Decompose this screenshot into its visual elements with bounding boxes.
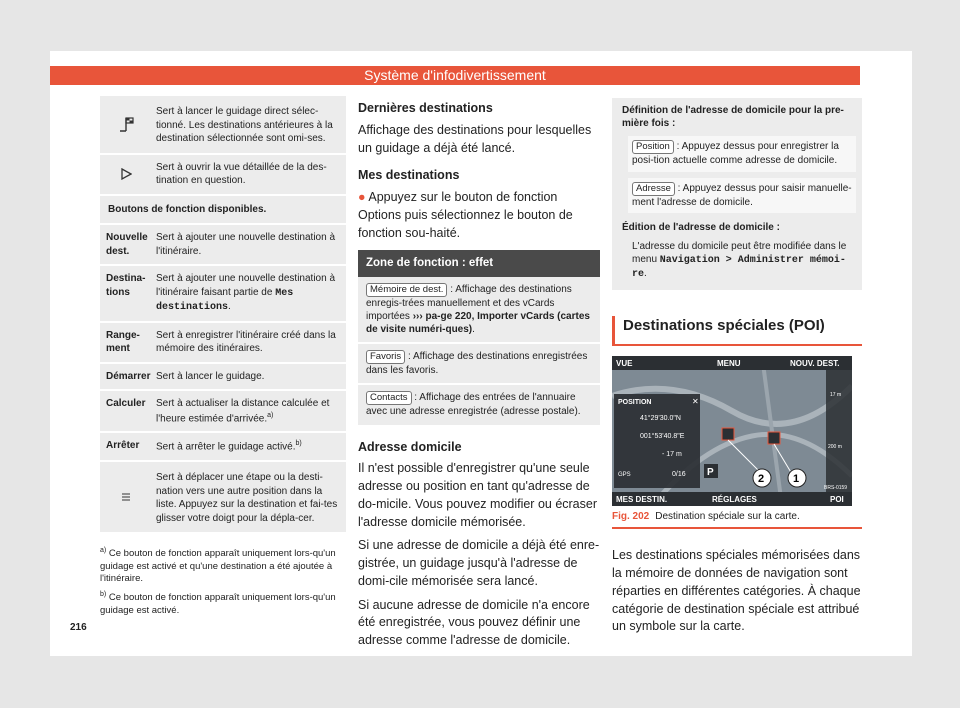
cell-value: Sert à ajouter une nouvelle destination à l'itinéraire faisant partie de Mes destinations. [156,273,336,313]
table-row [100,364,346,392]
function-table [358,250,600,426]
bullet-icon: ● [358,190,366,204]
paragraph: Si aucune adresse de domicile n'a encore été enregistrée, vous pouvez définir une adresse comme l'adresse de domicile. [358,597,590,648]
navigation-screenshot [612,356,852,506]
box-item: L'adresse du domicile peut être modifiée dans le menu Navigation > Administrer mémoi-re. [632,240,847,281]
cell-key: Arrêter [106,440,140,452]
cell-value: Sert à lancer le guidage direct sélec-tionné. Les destinations antérieures à la destination sélectionnée sont omi-ses. [156,106,333,144]
cell-value: Sert à enregistrer l'itinéraire créé dans la mémoire des itinéraires. [156,329,336,354]
svg-text:✕: ✕ [692,396,699,406]
paragraph: Il n'est possible d'enregistrer qu'une seule adresse ou position en tant qu'adresse de do-micile. Vous pouvez modifier ou écraser l'adresse domicile mémorisée. [358,461,598,529]
button-key: Position [632,140,674,154]
box-item: Position : Appuyez dessus pour enregistrer la posi-tion actuelle comme adresse de domicile. [628,136,856,173]
cell-key: Démarrer [106,370,151,382]
paragraph: Les destinations spéciales mémorisées dans la mémoire de données de navigation sont réparties en différentes catégories. À chaque catégorie de destination spéciale est attribué un symbole sur la carte. [612,548,861,634]
map-vue[interactable]: VUE [616,358,633,368]
map-reglages[interactable]: RÉGLAGES [712,494,757,504]
figure-code: BRS-0159 [824,484,848,491]
footnote: $^{a)}$ Ce bouton de fonction apparaît uniquement lors-qu'un guidage est activé et qu'une destination a été ajoutée à l'itinéraire. [100,547,336,585]
table-row: Mémoire de dest. : Affichage des destinations enregis-trées manuellement et des vCards importées ››› pa-ge 220, Importer vCards (cartes de visite numéri-ques). [358,277,600,345]
cell-value: Sert à ajouter une nouvelle destination à l'itinéraire. [156,232,336,257]
map-poi[interactable]: POI [830,494,844,504]
table-row [100,391,346,433]
section-title: Destinations spéciales (POI) [612,316,862,346]
table-row: Contacts : Affichage des entrées de l'annuaire avec une adresse enregistrée (adresse postale). [358,385,600,426]
map-parking: P [707,466,714,478]
paragraph: Si une adresse de domicile a déjà été enre-gistrée, un guidage jusqu'à l'adresse de domi-cile mémorisée sera lancé. [358,538,600,588]
map-gps: GPS [618,471,631,478]
cell-key: Nouvelle dest. [106,232,148,257]
figure-caption: Fig. 202 Destination spéciale sur la carte. [612,510,862,530]
callout-1: 1 [793,472,800,485]
map-nouv-dest[interactable]: NOUV. DEST. [790,358,840,368]
button-key: Contacts [366,391,412,405]
table-row [100,96,346,155]
cell-value: Sert à ouvrir la vue détaillée de la des-tination en question. [156,161,327,186]
map-alt: - 17 m [662,450,682,458]
footnotes [100,546,346,617]
cell-value: Sert à déplacer une étape ou la desti-nation vers une autre position dans la liste. Appuyez sur la destination et fai-tes glisser votre doigt pour la dépla-cer. [156,472,338,524]
cell-value: Sert à arrêter le guidage activé.$^{b)}$ [156,440,302,453]
table-row: Favoris : Affichage des destinations enregistrées dans les favoris. [358,344,600,385]
drag-handle-icon [100,462,150,532]
heading: Mes destinations [358,168,460,183]
paragraph: ● Appuyez sur le bouton de fonction Options puis sélectionnez le bouton de fonction sou-haité. [358,190,573,240]
table-heading: Boutons de fonction disponibles. [100,196,346,226]
definition-box [612,98,862,290]
cell-key: Range-ment [106,329,140,354]
table-row [100,462,346,534]
map-lon: 001°53'40.8"E [640,432,685,440]
map-sat: 0/16 [672,470,686,478]
footnote: $^{b)}$ Ce bouton de fonction apparaît uniquement lors-qu'un guidage est activé. [100,590,336,616]
table-row [100,433,346,462]
column-3 [612,98,862,636]
table-row [100,225,346,266]
map-lat: 41°29'30.0"N [640,414,681,422]
cell-value: Sert à actualiser la distance calculée et l'heure estimée d'arrivée.$^{a)}$ [156,398,330,424]
heading: Dernières destinations [358,101,493,115]
play-icon [100,155,150,194]
column-1 [100,96,346,621]
button-key: Mémoire de dest. [366,283,447,297]
cell-key: Calculer [106,398,146,409]
heading: Adresse domicile [358,439,462,454]
cell-value: Sert à lancer le guidage. [156,370,265,382]
column-2 [358,100,600,656]
map-mes-destin[interactable]: MES DESTIN. [616,494,668,504]
table-row [100,323,346,364]
table-row [100,155,346,196]
table-header: Zone de fonction : effet [358,250,600,276]
map-menu[interactable]: MENU [717,358,741,368]
map-position: POSITION [618,398,652,406]
box-title: Édition de l'adresse de domicile : [622,221,780,233]
map-scale-2: 200 m [828,443,842,450]
box-item: Adresse : Appuyez dessus pour saisir manuelle-ment l'adresse de domicile. [628,178,856,215]
callout-2: 2 [758,472,765,485]
button-key: Favoris [366,350,405,364]
button-key: Adresse [632,182,675,196]
page-number: 216 [70,622,87,633]
box-title: Définition de l'adresse de domicile pour la pre-mière fois : [622,105,844,130]
cell-key: Destina-tions [106,273,146,298]
table-row [100,266,346,323]
paragraph: Affichage des destinations pour lesquelles un guidage a déjà été lancé. [358,122,592,155]
page-header: Système d'infodivertissement [50,66,860,85]
flag-icon [100,96,150,153]
map-scale-1: 17 m [830,391,842,398]
